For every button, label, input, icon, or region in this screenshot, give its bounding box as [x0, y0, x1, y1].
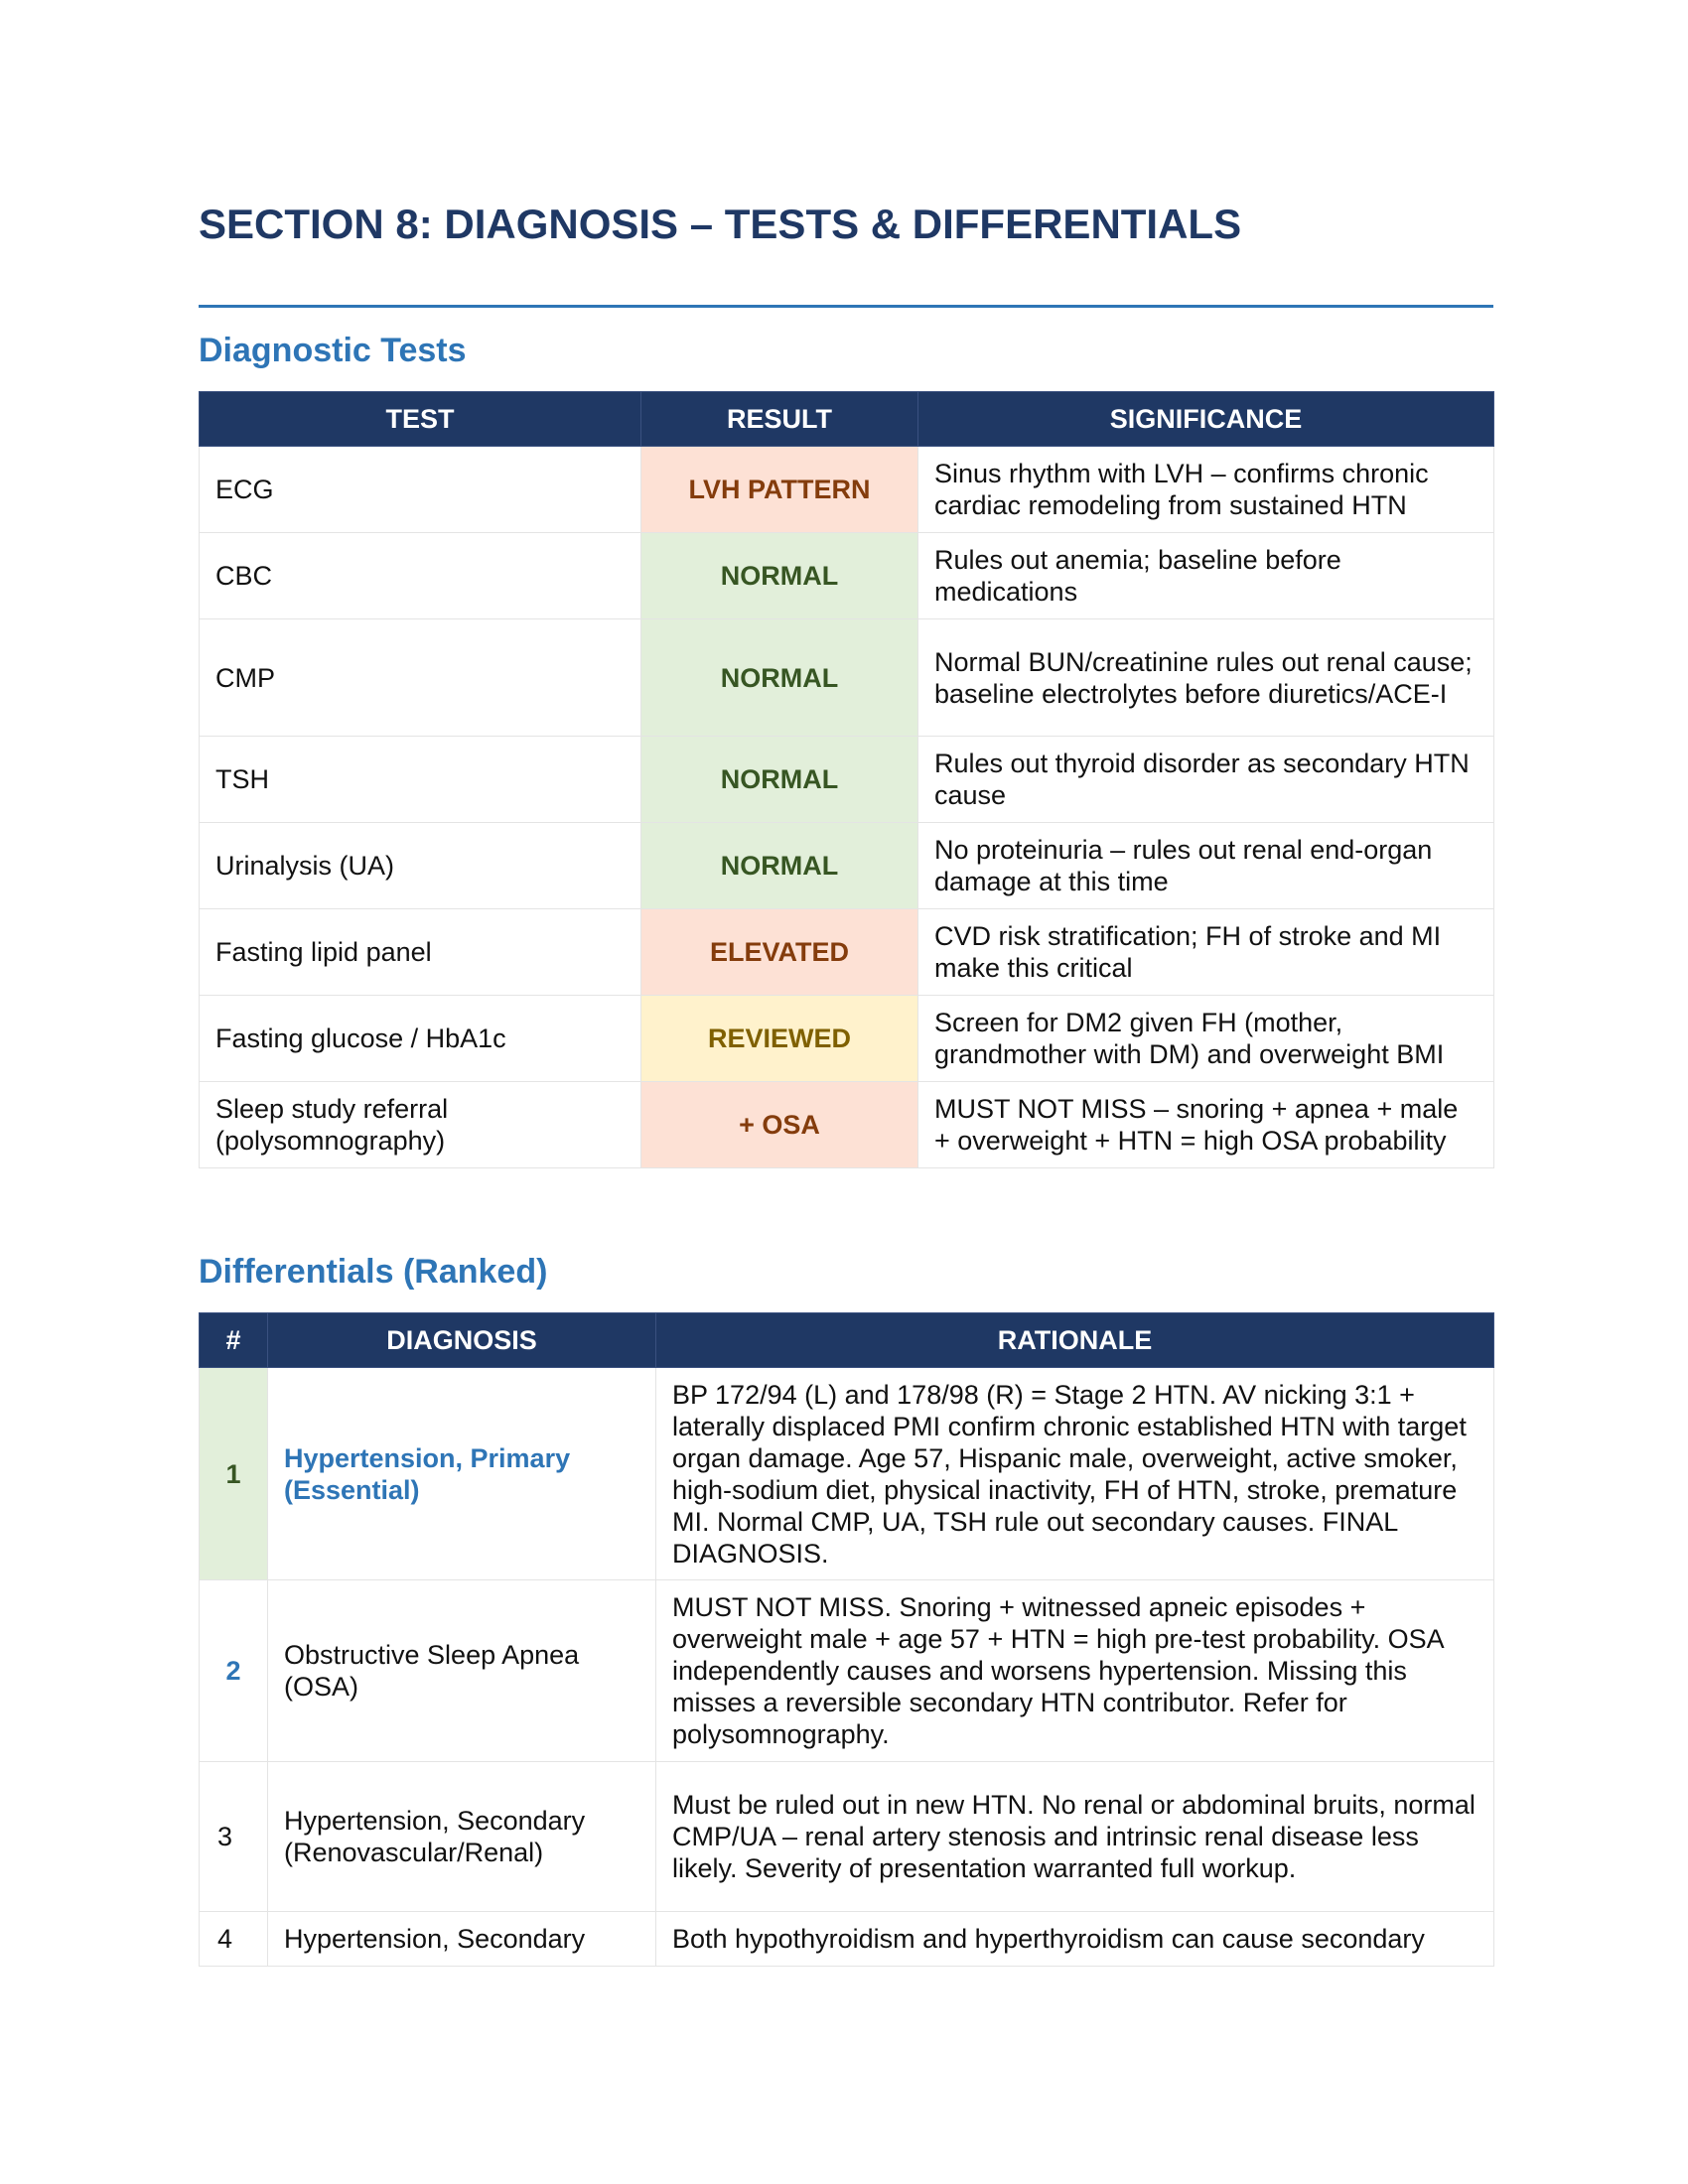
- table-header-row: [200, 392, 1494, 447]
- table-row: [200, 447, 1494, 533]
- diagnosis-name: Obstructive Sleep Apnea (OSA): [268, 1580, 656, 1762]
- table-header-row: [200, 1313, 1494, 1368]
- column-header-rationale: RATIONALE: [656, 1313, 1494, 1368]
- test-name: CMP: [200, 619, 641, 737]
- result-badge: NORMAL: [641, 533, 918, 619]
- table-row: [200, 909, 1494, 996]
- table-row: [200, 619, 1494, 737]
- test-significance: MUST NOT MISS – snoring + apnea + male + overweight + HTN = high OSA probability: [918, 1082, 1494, 1168]
- diagnosis-name: Hypertension, Primary (Essential): [268, 1368, 656, 1580]
- result-badge: LVH PATTERN: [641, 447, 918, 533]
- column-header-significance: SIGNIFICANCE: [918, 392, 1494, 447]
- test-name: Sleep study referral (polysomnography): [200, 1082, 641, 1168]
- test-significance: CVD risk stratification; FH of stroke and MI make this critical: [918, 909, 1494, 996]
- result-badge: NORMAL: [641, 619, 918, 737]
- column-header-rank: #: [200, 1313, 268, 1368]
- test-name: ECG: [200, 447, 641, 533]
- test-significance: Sinus rhythm with LVH – confirms chronic cardiac remodeling from sustained HTN: [918, 447, 1494, 533]
- result-badge: ELEVATED: [641, 909, 918, 996]
- table-row: [200, 1082, 1494, 1168]
- differentials-table: [199, 1312, 1494, 1967]
- diagnosis-rationale: Both hypothyroidism and hyperthyroidism can cause secondary: [656, 1912, 1494, 1967]
- column-header-test: TEST: [200, 392, 641, 447]
- diagnosis-rationale: MUST NOT MISS. Snoring + witnessed apneic episodes + overweight male + age 57 + HTN = high pre-test probability. OSA independently causes and worsens hypertension. Missing this misses a reversible secondary HTN contributor. Refer for polysomnography.: [656, 1580, 1494, 1762]
- column-header-diagnosis: DIAGNOSIS: [268, 1313, 656, 1368]
- result-badge: NORMAL: [641, 823, 918, 909]
- diagnosis-rationale: Must be ruled out in new HTN. No renal or abdominal bruits, normal CMP/UA – renal artery stenosis and intrinsic renal disease less likely. Severity of presentation warranted full workup.: [656, 1762, 1494, 1912]
- differentials-heading: Differentials (Ranked): [199, 1253, 548, 1291]
- diagnostic-tests-table: [199, 391, 1494, 1168]
- test-significance: No proteinuria – rules out renal end-organ damage at this time: [918, 823, 1494, 909]
- column-header-result: RESULT: [641, 392, 918, 447]
- diagnosis-name: Hypertension, Secondary (Renovascular/Renal): [268, 1762, 656, 1912]
- test-name: Urinalysis (UA): [200, 823, 641, 909]
- result-badge: NORMAL: [641, 737, 918, 823]
- table-row: [200, 1912, 1494, 1967]
- table-row: [200, 1762, 1494, 1912]
- result-badge: + OSA: [641, 1082, 918, 1168]
- table-row: [200, 533, 1494, 619]
- rank-number: 2: [200, 1580, 268, 1762]
- test-name: Fasting glucose / HbA1c: [200, 996, 641, 1082]
- rank-number: 4: [200, 1912, 268, 1967]
- title-divider: [199, 305, 1493, 308]
- table-row: [200, 823, 1494, 909]
- diagnostic-tests-heading: Diagnostic Tests: [199, 332, 467, 369]
- test-name: Fasting lipid panel: [200, 909, 641, 996]
- rank-number: 1: [200, 1368, 268, 1580]
- test-name: TSH: [200, 737, 641, 823]
- test-significance: Screen for DM2 given FH (mother, grandmother with DM) and overweight BMI: [918, 996, 1494, 1082]
- table-row: [200, 1580, 1494, 1762]
- result-badge: REVIEWED: [641, 996, 918, 1082]
- table-row: [200, 1368, 1494, 1580]
- test-name: CBC: [200, 533, 641, 619]
- test-significance: Rules out anemia; baseline before medications: [918, 533, 1494, 619]
- diagnosis-name: Hypertension, Secondary: [268, 1912, 656, 1967]
- table-row: [200, 996, 1494, 1082]
- diagnosis-rationale: BP 172/94 (L) and 178/98 (R) = Stage 2 HTN. AV nicking 3:1 + laterally displaced PMI confirm chronic established HTN with target organ damage. Age 57, Hispanic male, overweight, active smoker, high-sodium diet, physical inactivity, FH of HTN, stroke, premature MI. Normal CMP, UA, TSH rule out secondary causes. FINAL DIAGNOSIS.: [656, 1368, 1494, 1580]
- table-row: [200, 737, 1494, 823]
- test-significance: Normal BUN/creatinine rules out renal cause; baseline electrolytes before diuretics/ACE-I: [918, 619, 1494, 737]
- section-title: SECTION 8: DIAGNOSIS – TESTS & DIFFERENTIALS: [199, 201, 1242, 247]
- test-significance: Rules out thyroid disorder as secondary HTN cause: [918, 737, 1494, 823]
- rank-number: 3: [200, 1762, 268, 1912]
